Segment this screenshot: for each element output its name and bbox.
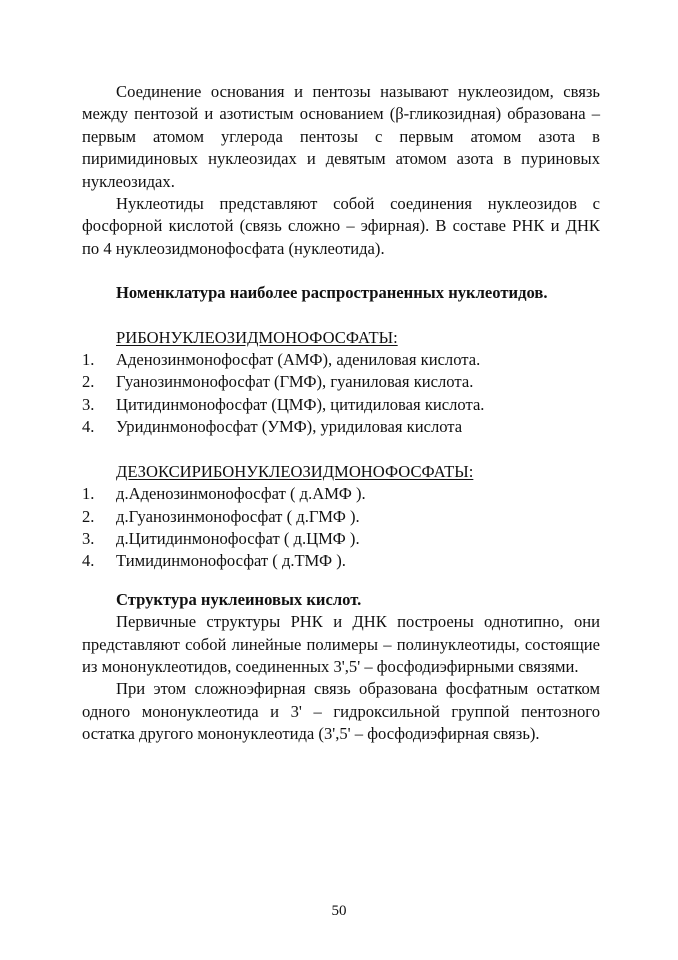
list-item [82,483,600,505]
deoxy-list [82,483,600,573]
list-item-text: Цитидинмонофосфат (ЦМФ), цитидиловая кислота. [116,394,485,414]
list-item-text: Аденозинмонофосфат (АМФ), адениловая кислота. [116,350,481,370]
ribo-list [82,349,600,439]
list-item-text: д.Гуанозинмонофосфат ( д.ГМФ ). [116,506,360,526]
structure-paragraph-1: Первичные структуры РНК и ДНК построены однотипно, они представляют собой линейные полимеры – полинуклеотиды, состоящие из мононуклеотидов, соединенных 3',5' – фосфодиэфирными связями. [82,612,600,676]
list-item [82,349,600,371]
list-item-text: Гуанозинмонофосфат (ГМФ), гуаниловая кислота. [116,372,474,392]
list-item-text: д.Аденозинмонофосфат ( д.АМФ ). [116,484,366,504]
list-item [82,394,600,416]
list-item [82,416,600,438]
ribo-title: РИБОНУКЛЕОЗИДМОНОФОСФАТЫ: [116,327,398,347]
list-item-text: Тимидинмонофосфат ( д.ТМФ ). [116,551,346,571]
list-item-number: 4. [82,551,95,571]
list-item [82,550,600,572]
list-item-number: 1. [82,350,95,370]
page-content [82,81,600,746]
deoxy-title: ДЕЗОКСИРИБОНУКЛЕОЗИДМОНОФОСФАТЫ: [116,461,474,481]
list-item [82,371,600,393]
list-item-text: д.Цитидинмонофосфат ( д.ЦМФ ). [116,528,360,548]
intro-paragraph-1: Соединение основания и пентозы называют нуклеозидом, связь между пентозой и азотистым основанием (β-гликозидная) образована – первым атомом углерода пентозы с первым атомом азота в пиримидиновых нуклеозидах и девятым атомом азота в пуриновых нуклеозидах. [82,82,600,191]
structure-heading: Структура нуклеиновых кислот. [116,589,362,609]
list-item [82,506,600,528]
list-item-number: 2. [82,506,95,526]
list-item-number: 3. [82,528,95,548]
list-item-number: 4. [82,417,95,437]
intro-paragraph-2: Нуклеотиды представляют собой соединения нуклеозидов с фосфорной кислотой (связь сложно – эфирная). В составе РНК и ДНК по 4 нуклеозидмонофосфата (нуклеотида). [82,194,600,258]
list-item-number: 2. [82,372,95,392]
page-number: 50 [331,903,347,919]
list-item [82,528,600,550]
nomenclature-heading: Номенклатура наиболее распространенных нуклеотидов. [116,283,548,303]
structure-paragraph-2: При этом сложноэфирная связь образована фосфатным остатком одного мононуклеотида и 3' – гидроксильной группой пентозного остатка другого мононуклеотида (3',5' – фосфодиэфирная связь). [82,679,600,744]
list-item-number: 3. [82,394,95,414]
list-item-text: Уридинмонофосфат (УМФ), уридиловая кислота [116,417,463,437]
list-item-number: 1. [82,484,95,504]
